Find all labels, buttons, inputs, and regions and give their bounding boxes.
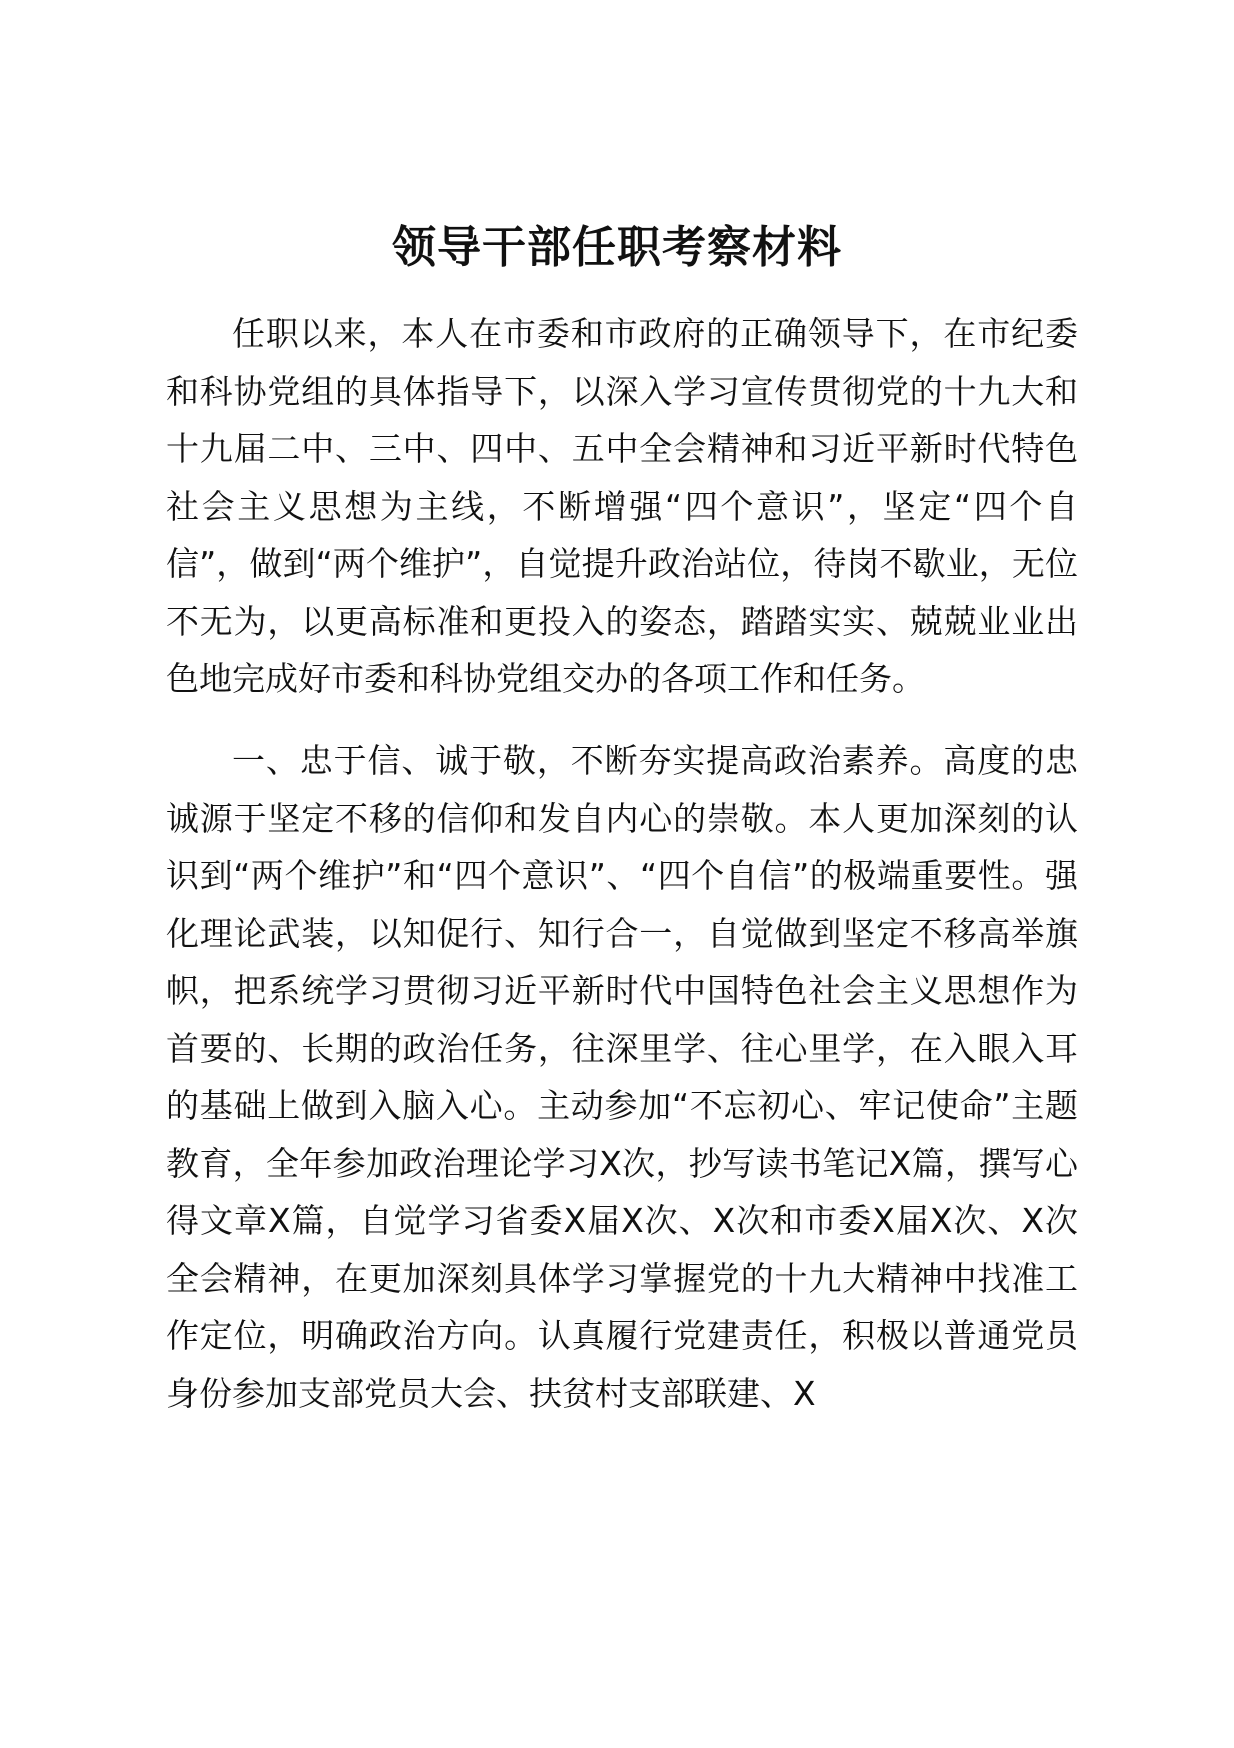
section-heading: 一、忠于信、诚于敬，不断夯实提高政治素养。 <box>232 741 944 780</box>
paragraph-text: 任职以来，本人在市委和市政府的正确领导下，在市纪委和科协党组的具体指导下，以深入学习宣传贯彻党的十九大和十九届二中、三中、四中、五中全会精神和习近平新时代特色社会主义思想为主线，不断增强“四个意识”，坚定“四个自信”，做到“两个维护”，自觉提升政治站位，待岗不歇业，无位不无为，以更高标准和更投入的姿态，踏踏实实、兢兢业业出色地完成好市委和科协党组交办的各项工作和任务。 <box>166 314 1078 698</box>
paragraph-text: 高度的忠诚源于坚定不移的信仰和发自内心的崇敬。本人更加深刻的认识到“两个维护”和“四个意识”、“四个自信”的极端重要性。强化理论武装，以知促行、知行合一，自觉做到坚定不移高举旗帜，把系统学习贯彻习近平新时代中国特色社会主义思想作为首要的、长期的政治任务，往深里学、往心里学，在入眼入耳的基础上做到入脑入心。主动参加“不忘初心、牢记使命”主题教育，全年参加政治理论学习X次，抄写读书笔记X篇，撰写心得文章X篇，自觉学习省委X届X次、X次和市委X届X次、X次全会精神，在更加深刻具体学习掌握党的十九大精神中找准工作定位，明确政治方向。认真履行党建责任，积极以普通党员身份参加支部党员大会、扶贫村支部联建、X <box>166 741 1078 1413</box>
paragraph-intro <box>166 305 1078 708</box>
document-title: 领导干部任职考察材料 <box>392 222 842 273</box>
paragraph-section-one <box>166 732 1078 1422</box>
